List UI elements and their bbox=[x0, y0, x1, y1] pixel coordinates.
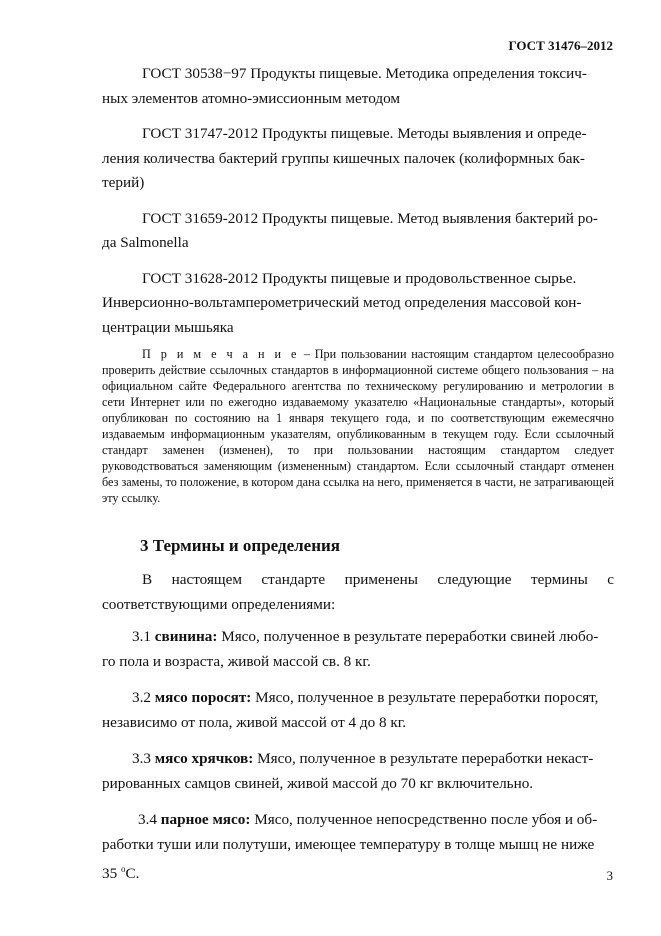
term-name: мясо поросят: bbox=[154, 689, 252, 706]
ref-line: Инверсионно-вольтамперометрический метод определения массовой кон- bbox=[102, 294, 582, 311]
term-definition-3-3 bbox=[102, 747, 614, 796]
term-line bbox=[102, 808, 614, 833]
term-text: Мясо, полученное в результате переработки некаст- bbox=[253, 750, 594, 767]
degree-sign: o bbox=[120, 864, 126, 874]
section-intro: В настоящем стандарте применены следующие термины с соответствующими определениями: bbox=[102, 571, 614, 613]
term-number: 3.3 bbox=[132, 750, 155, 767]
term-definition-3-4 bbox=[102, 808, 614, 887]
reference-gost-31628 bbox=[102, 267, 614, 341]
reference-gost-30538 bbox=[102, 62, 614, 111]
term-line bbox=[102, 747, 614, 772]
term-line bbox=[102, 686, 614, 711]
term-line bbox=[102, 857, 614, 887]
term-name: мясо хрячков: bbox=[154, 750, 254, 767]
term-line: работки туши или полутуши, имеющее температуру в толще мышц не ниже bbox=[102, 835, 595, 853]
temperature-value: 35 bbox=[102, 865, 121, 882]
document-code-header: ГОСТ 31476–2012 bbox=[508, 38, 613, 53]
ref-line: ГОСТ 31659-2012 Продукты пищевые. Метод выявления бактерий ро- bbox=[142, 209, 598, 227]
ref-line: ГОСТ 31747-2012 Продукты пищевые. Методы выявления и опреде- bbox=[142, 125, 587, 142]
note-paragraph bbox=[102, 346, 614, 506]
reference-gost-31659 bbox=[102, 207, 614, 256]
term-line bbox=[102, 625, 614, 650]
term-definition-3-1 bbox=[102, 625, 614, 674]
term-line: рированных самцов свиней, живой массой до 70 кг включительно. bbox=[102, 774, 534, 792]
term-text: Мясо, полученное в результате переработки свиней любо- bbox=[217, 628, 599, 645]
term-number: 3.4 bbox=[138, 811, 161, 828]
term-line: го пола и возраста, живой массой св. 8 кг. bbox=[102, 652, 371, 670]
ref-line: ления количества бактерий группы кишечных палочек (колиформных бак- bbox=[102, 149, 585, 167]
ref-line: да Salmonella bbox=[102, 234, 189, 251]
page-body bbox=[102, 62, 614, 899]
ref-line: ных элементов атомно-эмиссионным методом bbox=[102, 89, 401, 107]
ref-line: центрации мышьяка bbox=[102, 318, 234, 336]
reference-gost-31747 bbox=[102, 122, 614, 196]
page-number: 3 bbox=[606, 868, 613, 883]
term-text: Мясо, полученное в результате переработки поросят, bbox=[251, 689, 599, 706]
note-label: П р и м е ч а н и е bbox=[142, 347, 300, 361]
ref-line: терий) bbox=[102, 174, 145, 191]
note-text: – При пользовании настоящим стандартом целесообразно проверить действие ссылочных стандартов в информационной системе общего пользования – на официальном сайте Федерального агентства по техническому регулированию и метрологии в сети Интернет или по ежегодно издаваемому указателю «Национальные стандарты», который опубликован по состоянию на 1 января текущего года, и по соответствующим ежемесячно издаваемым информационным указателям, опубликованным в текущем году. Если ссылочный стандарт заменен (изменен), то при пользовании настоящим стандартом следует руководствоваться заменяющим (измененным) стандартом. Если ссылочный стандарт отменен без замены, то положение, в котором дана ссылка на него, применяется в части, не затрагивающей эту ссылку. bbox=[102, 347, 614, 505]
term-text: Мясо, полученное непосредственно после убоя и об- bbox=[250, 811, 598, 828]
temperature-unit: С. bbox=[125, 865, 140, 882]
ref-line: ГОСТ 31628-2012 Продукты пищевые и продовольственное сырье. bbox=[142, 269, 577, 287]
term-number: 3.2 bbox=[132, 689, 155, 706]
ref-line: ГОСТ 30538−97 Продукты пищевые. Методика определения токсич- bbox=[142, 65, 587, 82]
term-name: парное мясо: bbox=[160, 811, 251, 828]
term-line: независимо от пола, живой массой от 4 до 8 кг. bbox=[102, 713, 407, 731]
term-number: 3.1 bbox=[132, 628, 155, 645]
term-name: свинина: bbox=[154, 628, 218, 645]
term-definition-3-2 bbox=[102, 686, 614, 735]
section-title: 3 Термины и определения bbox=[140, 536, 341, 555]
